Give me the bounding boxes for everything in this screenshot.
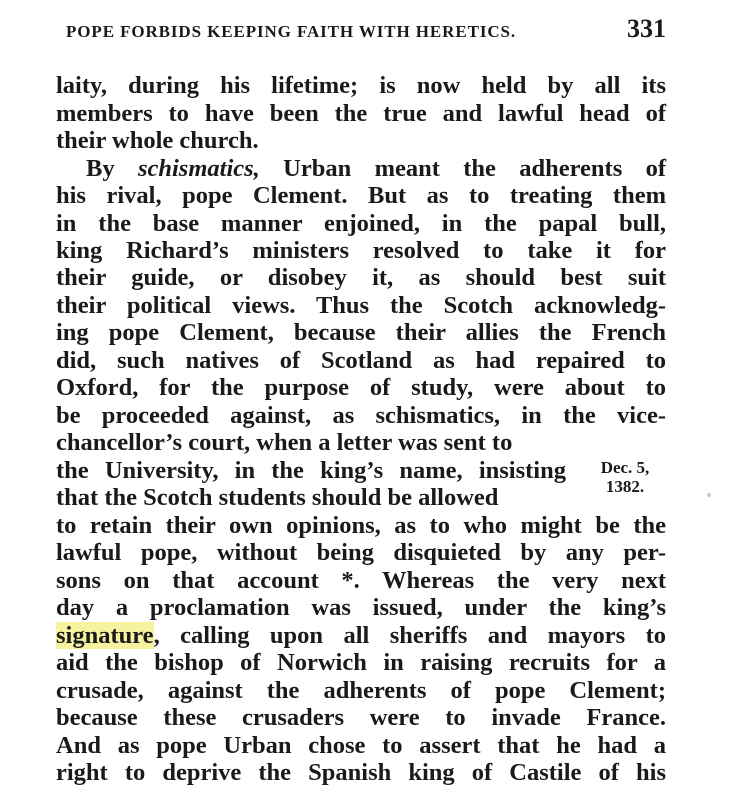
- page-number: 331: [627, 14, 666, 43]
- text-line: crusade, against the adherents of pope Clement;: [56, 677, 666, 704]
- text-line: in the base manner enjoined, in the papal bull,: [56, 210, 666, 237]
- page-header: [66, 14, 666, 48]
- text-line: [86, 155, 666, 182]
- margin-note-day: Dec. 5,: [600, 458, 650, 477]
- text-line: their whole church.: [56, 127, 259, 154]
- text-line: king Richard’s ministers resolved to take it for: [56, 237, 666, 264]
- text-line: right to deprive the Spanish king of Castile of his: [56, 759, 666, 786]
- text-line: [56, 622, 666, 649]
- margin-note-date: [590, 458, 660, 496]
- text-line: their guide, or disobey it, as should best suit: [56, 264, 666, 291]
- running-head: POPE FORBIDS KEEPING FAITH WITH HERETICS.: [66, 22, 517, 41]
- emphasis-schismatics: schismatics,: [137, 155, 260, 182]
- highlighted-word: signature: [56, 622, 154, 649]
- text-line: to retain their own opinions, as to who might be the: [56, 512, 666, 539]
- text-line: Oxford, for the purpose of study, were about to: [56, 374, 666, 401]
- text-line: day a proclamation was issued, under the king’s: [56, 594, 666, 621]
- text-line: And as pope Urban chose to assert that he had a: [56, 732, 666, 759]
- text-line: the University, in the king’s name, insisting: [56, 457, 566, 484]
- text-line: their political views. Thus the Scotch acknowledg-: [56, 292, 666, 319]
- text-fragment: Urban meant the adherents of: [283, 155, 667, 182]
- text-line: lawful pope, without being disquieted by any per-: [56, 539, 666, 566]
- margin-note-year: 1382.: [605, 477, 645, 496]
- text-fragment: , calling upon all sheriffs and mayors to: [153, 622, 666, 649]
- text-fragment: By: [86, 155, 115, 182]
- text-line: aid the bishop of Norwich in raising recruits for a: [56, 649, 666, 676]
- text-line: laity, during his lifetime; is now held by all its: [56, 72, 666, 99]
- text-line: ing pope Clement, because their allies the French: [56, 319, 666, 346]
- text-line: his rival, pope Clement. But as to treating them: [56, 182, 666, 209]
- text-line: members to have been the true and lawful head of: [56, 100, 666, 127]
- text-line: that the Scotch students should be allowed: [56, 484, 499, 511]
- text-line: be proceeded against, as schismatics, in the vice-: [56, 402, 666, 429]
- paper-speck: [707, 493, 711, 497]
- text-line: did, such natives of Scotland as had repaired to: [56, 347, 666, 374]
- text-line: sons on that account *. Whereas the very next: [56, 567, 666, 594]
- text-line: chancellor’s court, when a letter was sent to: [56, 429, 513, 456]
- text-line: because these crusaders were to invade France.: [56, 704, 666, 731]
